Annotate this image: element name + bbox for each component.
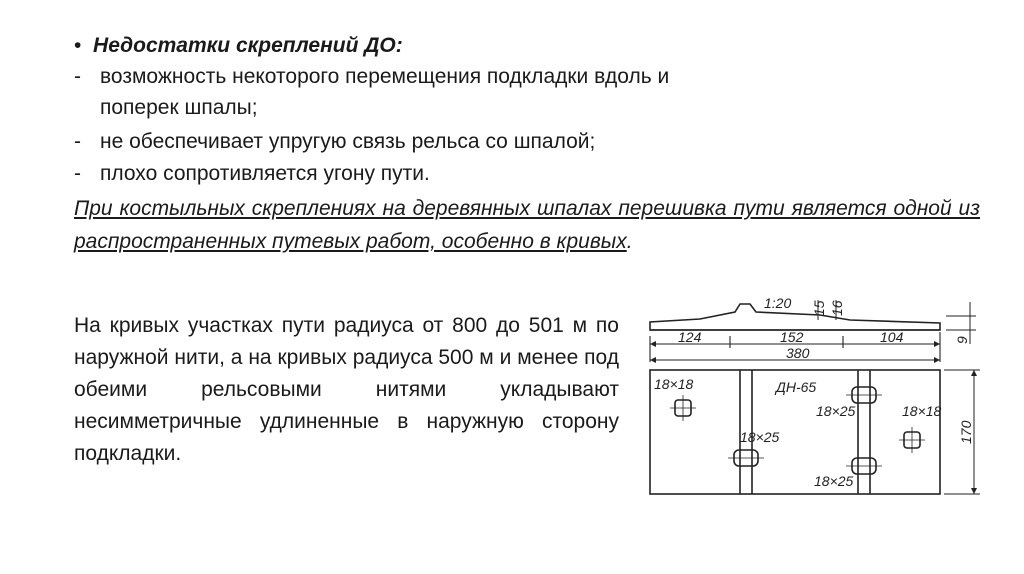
drawback-text: не обеспечивает упругую связь рельса со шпалой; [100, 130, 596, 153]
drawback-item-1 [74, 61, 669, 92]
tie-plate-drawing [640, 292, 984, 504]
drawback-item-1-continued [74, 92, 258, 123]
dim-104: 104 [880, 329, 904, 345]
hole-label-a: 18×25 [740, 429, 780, 445]
hole-label-c: 18×25 [814, 473, 854, 489]
dash-marker: - [74, 130, 81, 153]
paragraph-text: На кривых участках пути радиуса от 800 до 501 м по наружной нити, а на кривых радиуса 500 м и менее под обеими рельсовыми нитями укладывают несимметричные удлиненные в наружную сторону подкладки [74, 314, 619, 465]
drawback-text: плохо сопротивляется угону пути. [100, 162, 430, 185]
curves-paragraph [74, 310, 619, 470]
dim-152: 152 [780, 329, 804, 345]
note-tail: . [626, 230, 633, 253]
plate-profile [650, 304, 940, 330]
note-underlined-text: При костыльных скреплениях на деревянных шпалах перешивка пути является одной из распространенных путевых работ, особенно в кривых [74, 197, 980, 253]
dash-marker: - [74, 65, 81, 88]
track-regauging-note [74, 192, 980, 258]
paragraph-end: . [175, 442, 182, 465]
drawback-item-3 [74, 158, 430, 189]
drawbacks-heading [74, 30, 403, 61]
hole-label-right: 18×18 [902, 403, 942, 419]
dash-marker: - [74, 162, 81, 185]
bullet-glyph: • [74, 34, 82, 57]
plate-label: ДН-65 [776, 379, 817, 395]
hole-label-left: 18×18 [654, 376, 694, 392]
dim-9: 9 [954, 336, 970, 344]
hole-label-b: 18×25 [816, 403, 856, 419]
drawback-item-2 [74, 126, 595, 157]
drawback-text: поперек шпалы; [100, 96, 258, 119]
dim-124: 124 [678, 329, 702, 345]
slope-label: 1:20 [764, 295, 792, 311]
dim-16: 16 [829, 300, 845, 316]
drawback-text: возможность некоторого перемещения подкладки вдоль и [100, 65, 670, 88]
dim-380: 380 [786, 345, 810, 361]
dim-170: 170 [958, 420, 974, 444]
heading-text: Недостатки скреплений ДО: [93, 34, 403, 57]
dim-15: 15 [811, 300, 827, 316]
